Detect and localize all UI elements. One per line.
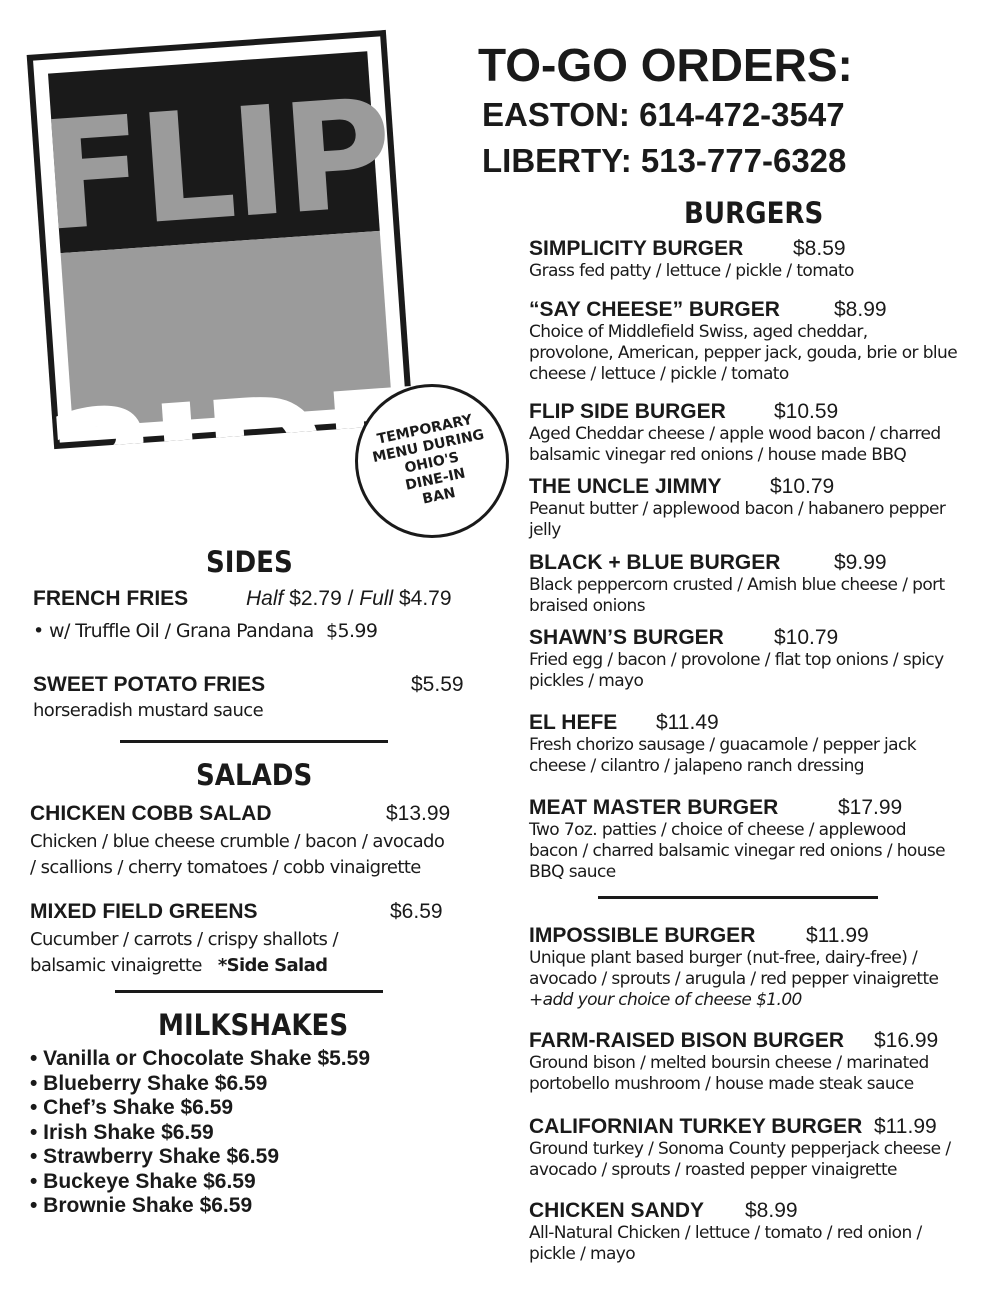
burger-desc [529, 735, 916, 777]
burger-desc [529, 820, 945, 883]
cobb-salad-price: $13.99 [386, 802, 451, 825]
burger-desc [529, 1053, 929, 1095]
milkshake-item: • Strawberry Shake $6.59 [30, 1145, 279, 1168]
milkshake-item: • Chef’s Shake $6.59 [30, 1096, 234, 1119]
burger-price: $11.99 [806, 924, 869, 947]
desc-line: BBQ sauce [529, 862, 616, 882]
togo-liberty-phone: LIBERTY: 513-777-6328 [482, 142, 847, 179]
milkshake-item: • Vanilla or Chocolate Shake $5.59 [30, 1047, 370, 1070]
desc-line: Choice of Middlefield Swiss, aged cheddar, [529, 322, 868, 342]
burger-name: SHAWN’S BURGER [529, 626, 724, 649]
desc-line: Aged Cheddar cheese / apple wood bacon / charred [529, 424, 941, 444]
fries-full-price: $4.79 [398, 587, 452, 610]
milkshake-item: • Buckeye Shake $6.59 [30, 1169, 256, 1193]
temporary-menu-stamp [355, 384, 509, 538]
burger-desc [529, 261, 854, 282]
burger-price: $10.79 [774, 626, 839, 649]
burger-price: $11.99 [874, 1115, 937, 1138]
desc-line: Black peppercorn crusted / Amish blue cheese / port [529, 575, 945, 595]
mixed-greens-price: $6.59 [390, 900, 443, 923]
burger-name: CHICKEN SANDY [529, 1199, 705, 1222]
desc-line: Peanut butter / applewood bacon / habanero pepper [529, 499, 946, 519]
burger-name: THE UNCLE JIMMY [529, 475, 722, 498]
desc-line: portobello mushroom / house made steak sauce [529, 1074, 914, 1094]
fries-price-separator: / [347, 587, 354, 610]
fries-half-label: Half [246, 587, 284, 610]
burger-name: FARM-RAISED BISON BURGER [529, 1029, 845, 1052]
burger-price: $8.99 [745, 1199, 798, 1222]
desc-line: Grass fed patty / lettuce / pickle / tomato [529, 261, 854, 281]
desc-line: Chicken / blue cheese crumble / bacon / avocado [30, 831, 445, 852]
milkshake-item: • Blueberry Shake $6.59 [30, 1071, 268, 1095]
desc-line: Cucumber / carrots / crispy shallots / [30, 929, 338, 950]
burger-name: “SAY CHEESE” BURGER [529, 298, 780, 321]
burger-desc [529, 499, 945, 541]
truffle-fries-price: $5.99 [326, 620, 378, 642]
burger-price: $10.59 [774, 400, 839, 423]
burger-desc [529, 948, 938, 1011]
desc-line: Fresh chorizo sausage / guacamole / pepper jack [529, 735, 916, 755]
flip-side-logo [27, 30, 414, 449]
burger-name: SIMPLICITY BURGER [529, 237, 744, 260]
desc-line: Unique plant based burger (nut-free, dairy-free) / [529, 948, 918, 968]
burger-name: FLIP SIDE BURGER [529, 400, 726, 423]
desc-line: balsamic vinaigrette *Side Salad [30, 955, 328, 976]
burger-price: $9.99 [834, 551, 887, 574]
side-salad-note: *Side Salad [217, 955, 328, 976]
desc-line: avocado / sprouts / arugula / red pepper vinaigrette [529, 969, 939, 989]
logo-top-word: FLIP [35, 67, 395, 266]
desc-line: avocado / sprouts / roasted pepper vinaigrette [529, 1160, 897, 1180]
burger-desc [529, 650, 944, 692]
add-cheese-note: +add your choice of cheese $1.00 [529, 990, 802, 1010]
mixed-greens-desc [30, 927, 338, 979]
desc-line: Ground turkey / Sonoma County pepperjack cheese / [529, 1139, 951, 1159]
desc-line: pickles / mayo [529, 671, 644, 691]
desc-line: / scallions / cherry tomatoes / cobb vinaigrette [30, 857, 421, 878]
french-fries-name: FRENCH FRIES [33, 587, 189, 610]
desc-line: All-Natural Chicken / lettuce / tomato / red onion / [529, 1223, 922, 1243]
french-fries-prices [246, 587, 452, 611]
desc-line: jelly [529, 520, 561, 540]
desc-line: pickle / mayo [529, 1244, 636, 1264]
milkshake-item: • Irish Shake $6.59 [30, 1120, 214, 1144]
logo-graphic [27, 30, 414, 449]
sides-heading: SIDES [206, 545, 293, 579]
burger-desc [529, 575, 945, 617]
togo-easton-phone: EASTON: 614-472-3547 [482, 96, 845, 133]
desc-line: Two 7oz. patties / choice of cheese / applewood [529, 820, 906, 840]
desc-line: Fried egg / bacon / provolone / flat top onions / spicy [529, 650, 944, 670]
milkshakes-heading: MILKSHAKES [158, 1008, 349, 1042]
desc-line: Ground bison / melted boursin cheese / marinated [529, 1053, 929, 1073]
milkshakes-list [30, 1047, 370, 1219]
burger-price: $8.59 [793, 237, 846, 260]
stamp-text: TEMPORARY MENU DURING OHIO'S DINE-IN BAN [371, 411, 486, 508]
mixed-greens-name: MIXED FIELD GREENS [30, 900, 258, 923]
salads-heading: SALADS [196, 758, 313, 792]
burger-desc [529, 322, 957, 385]
burger-name: BLACK + BLUE BURGER [529, 551, 781, 574]
desc-line: balsamic vinegar red onions / house made BBQ [529, 445, 907, 465]
burger-name: IMPOSSIBLE BURGER [529, 924, 756, 947]
burger-price: $16.99 [874, 1029, 939, 1052]
sweet-potato-fries-desc: horseradish mustard sauce [33, 700, 264, 721]
burgers-divider [598, 896, 878, 899]
desc-line: bacon / charred balsamic vinegar red onions / house [529, 841, 946, 861]
fries-full-label: Full [359, 587, 394, 610]
salads-divider [115, 990, 383, 993]
desc-line: cheese / cilantro / jalapeno ranch dressing [529, 756, 864, 776]
desc-line: braised onions [529, 596, 645, 616]
sides-divider [120, 740, 388, 743]
fries-half-price: $2.79 [289, 587, 342, 610]
burgers-heading: BURGERS [684, 196, 824, 230]
milkshake-item: • Brownie Shake $6.59 [30, 1194, 253, 1217]
togo-title: TO-GO ORDERS: [478, 39, 853, 91]
cobb-salad-desc [30, 829, 444, 881]
desc-line: provolone, American, pepper jack, gouda, brie or blue [529, 343, 958, 363]
burger-desc [529, 1139, 950, 1181]
sweet-potato-fries-name: SWEET POTATO FRIES [33, 673, 266, 696]
burger-price: $10.79 [770, 475, 835, 498]
burger-price: $17.99 [838, 796, 903, 819]
burger-price: $11.49 [656, 711, 719, 734]
burger-name: CALIFORNIAN TURKEY BURGER [529, 1115, 863, 1138]
burger-name: MEAT MASTER BURGER [529, 796, 779, 819]
desc-line: cheese / lettuce / pickle / tomato [529, 364, 789, 384]
truffle-fries-option: • w/ Truffle Oil / Grana Pandana [33, 620, 314, 642]
burger-name: EL HEFE [529, 711, 618, 734]
burger-desc [529, 1223, 922, 1265]
cobb-salad-name: CHICKEN COBB SALAD [30, 802, 272, 825]
burger-price: $8.99 [834, 298, 887, 321]
burger-desc [529, 424, 941, 466]
sweet-potato-fries-price: $5.59 [411, 673, 464, 696]
